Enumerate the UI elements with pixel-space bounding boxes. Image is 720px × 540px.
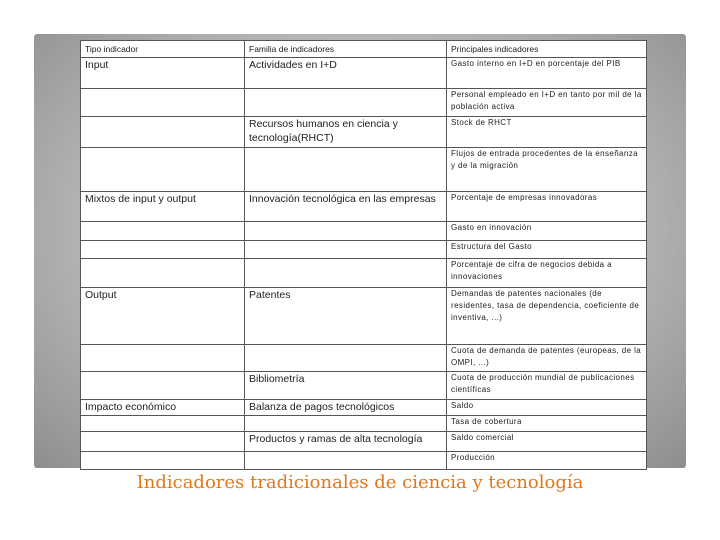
table-header-row (81, 41, 647, 58)
tipo-cell (81, 117, 245, 148)
table-row (81, 241, 647, 259)
tipo-cell: Output (81, 288, 245, 345)
tipo-cell: Input (81, 58, 245, 89)
indicador-cell: Tasa de cobertura (447, 416, 647, 432)
familia-cell: Recursos humanos en ciencia y tecnología(RHCT) (245, 117, 447, 148)
tipo-cell (81, 222, 245, 241)
tipo-cell (81, 89, 245, 117)
indicador-cell: Gasto en innovación (447, 222, 647, 241)
indicador-cell: Producción (447, 452, 647, 470)
indicador-cell: Stock de RHCT (447, 117, 647, 148)
table-row (81, 432, 647, 452)
tipo-cell (81, 148, 245, 192)
indicador-cell: Cuota de demanda de patentes (europeas, de la OMPI, ...) (447, 345, 647, 372)
header-tipo-indicador: Tipo indicador (81, 41, 245, 58)
familia-cell (245, 345, 447, 372)
table-row (81, 89, 647, 117)
familia-cell: Patentes (245, 288, 447, 345)
table-row (81, 452, 647, 470)
table-row (81, 416, 647, 432)
familia-cell (245, 259, 447, 288)
tipo-cell (81, 416, 245, 432)
tipo-cell (81, 345, 245, 372)
indicador-cell: Cuota de producción mundial de publicaciones científicas (447, 372, 647, 400)
header-principales-indicadores: Principales indicadores (447, 41, 647, 58)
familia-cell: Bibliometría (245, 372, 447, 400)
familia-cell: Balanza de pagos tecnológicos (245, 400, 447, 416)
indicador-cell: Estructura del Gasto (447, 241, 647, 259)
table-row (81, 259, 647, 288)
table-row (81, 192, 647, 222)
indicador-cell: Porcentaje de cifra de negocios debida a innovaciones (447, 259, 647, 288)
familia-cell (245, 89, 447, 117)
table-row (81, 372, 647, 400)
table-row (81, 148, 647, 192)
familia-cell (245, 241, 447, 259)
tipo-cell: Mixtos de input y output (81, 192, 245, 222)
tipo-cell (81, 372, 245, 400)
table-row (81, 345, 647, 372)
tipo-cell (81, 259, 245, 288)
familia-cell (245, 416, 447, 432)
indicador-cell: Flujos de entrada procedentes de la enseñanza y de la migración (447, 148, 647, 192)
table-row (81, 400, 647, 416)
familia-cell: Productos y ramas de alta tecnología (245, 432, 447, 452)
tipo-cell (81, 432, 245, 452)
familia-cell: Actividades en I+D (245, 58, 447, 89)
indicador-cell: Gasto interno en I+D en porcentaje del PIB (447, 58, 647, 89)
indicador-cell: Saldo (447, 400, 647, 416)
table-row (81, 288, 647, 345)
tipo-cell: Impacto económico (81, 400, 245, 416)
familia-cell (245, 452, 447, 470)
indicators-table (80, 40, 647, 470)
familia-cell (245, 148, 447, 192)
slide-title: Indicadores tradicionales de ciencia y tecnología (136, 472, 584, 493)
header-familia-indicadores: Familia de indicadores (245, 41, 447, 58)
table-row (81, 58, 647, 89)
tipo-cell (81, 452, 245, 470)
indicador-cell: Personal empleado en I+D en tanto por mil de la población activa (447, 89, 647, 117)
indicador-cell: Saldo comercial (447, 432, 647, 452)
indicador-cell: Porcentaje de empresas innovadoras (447, 192, 647, 222)
tipo-cell (81, 241, 245, 259)
familia-cell: Innovación tecnológica en las empresas (245, 192, 447, 222)
indicador-cell: Demandas de patentes nacionales (de residentes, tasa de dependencia, coeficiente de inventiva, ...) (447, 288, 647, 345)
table-row (81, 117, 647, 148)
familia-cell (245, 222, 447, 241)
table-row (81, 222, 647, 241)
